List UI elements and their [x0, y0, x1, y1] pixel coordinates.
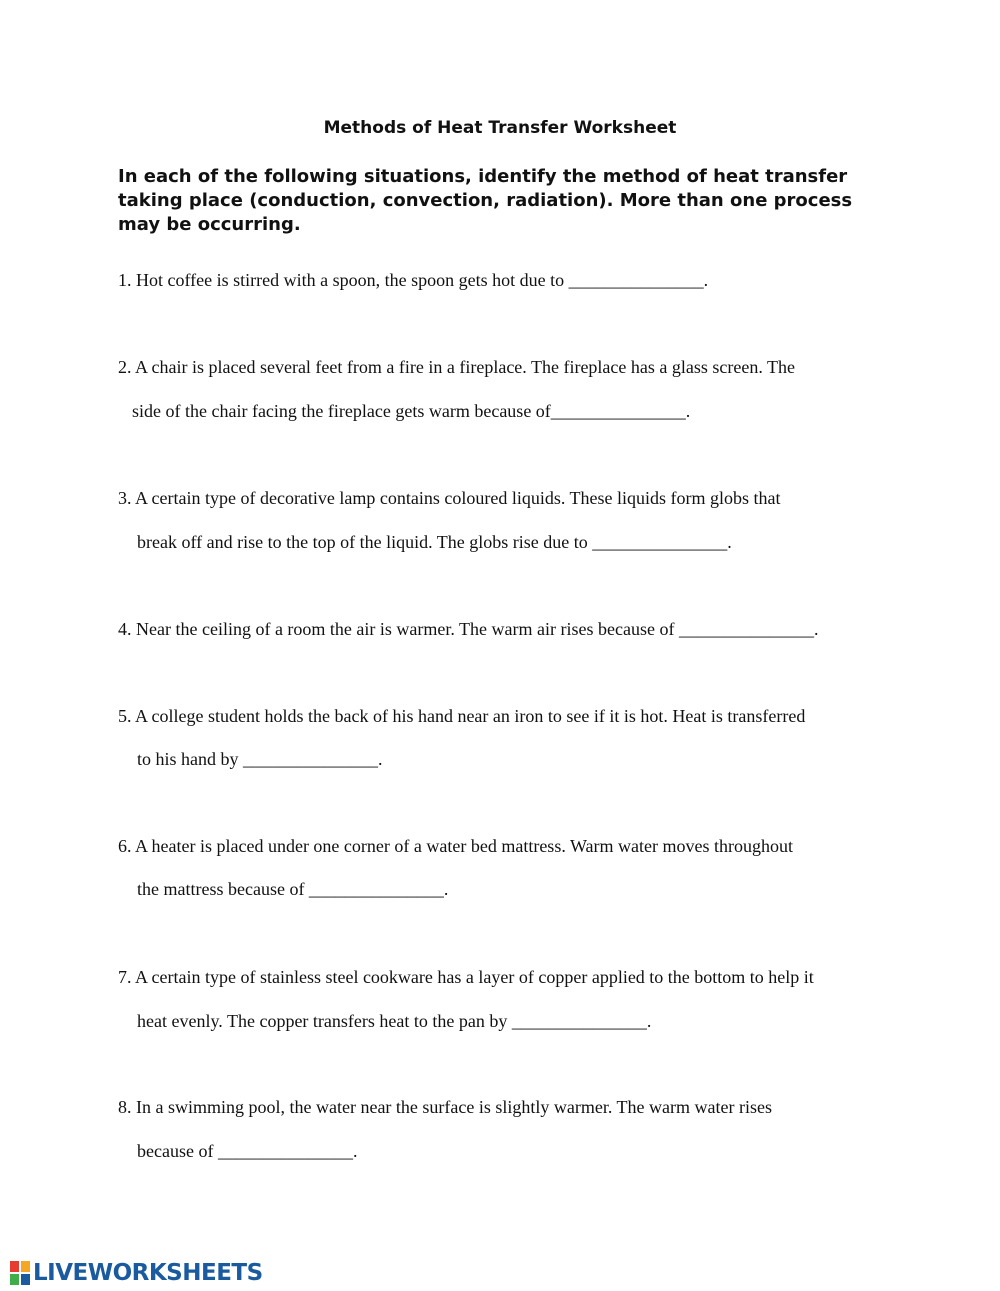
question-2-line-2: side of the chair facing the fireplace gets warm because of_______________.: [132, 401, 691, 421]
instructions: In each of the following situations, identify the method of heat transfer taking place (conduction, convection, radiation). More than one process may be occurring.: [118, 166, 853, 235]
question-8-line-1: 8. In a swimming pool, the water near the surface is slightly warmer. The warm water rises: [118, 1097, 772, 1117]
question-1-line-1: 1. Hot coffee is stirred with a spoon, the spoon gets hot due to _______________.: [118, 270, 709, 290]
question-7-line-2: heat evenly. The copper transfers heat to the pan by _______________.: [137, 1011, 652, 1031]
footer-logo: [10, 1258, 263, 1288]
question-5-line-2: to his hand by _______________.: [137, 749, 383, 769]
question-3-line-2: break off and rise to the top of the liquid. The globs rise due to _______________.: [137, 532, 732, 552]
question-2-line-1: 2. A chair is placed several feet from a fire in a fireplace. The fireplace has a glass screen. The: [118, 357, 796, 377]
liveworksheets-brand: LIVEWORKSHEETS: [33, 1260, 263, 1286]
liveworksheets-logo-icon: [10, 1261, 30, 1285]
question-3-line-1: 3. A certain type of decorative lamp contains coloured liquids. These liquids form globs that: [118, 488, 781, 508]
question-5-line-1: 5. A college student holds the back of his hand near an iron to see if it is hot. Heat is transferred: [118, 706, 806, 726]
question-8-line-2: because of _______________.: [137, 1141, 358, 1161]
question-4-line-1: 4. Near the ceiling of a room the air is warmer. The warm air rises because of _______________.: [118, 619, 819, 639]
question-6-line-1: 6. A heater is placed under one corner of a water bed mattress. Warm water moves throughout: [118, 836, 793, 856]
question-6-line-2: the mattress because of _______________.: [137, 879, 449, 899]
worksheet-title: Methods of Heat Transfer Worksheet: [323, 118, 677, 138]
question-7-line-1: 7. A certain type of stainless steel cookware has a layer of copper applied to the bottom to help it: [118, 967, 814, 987]
